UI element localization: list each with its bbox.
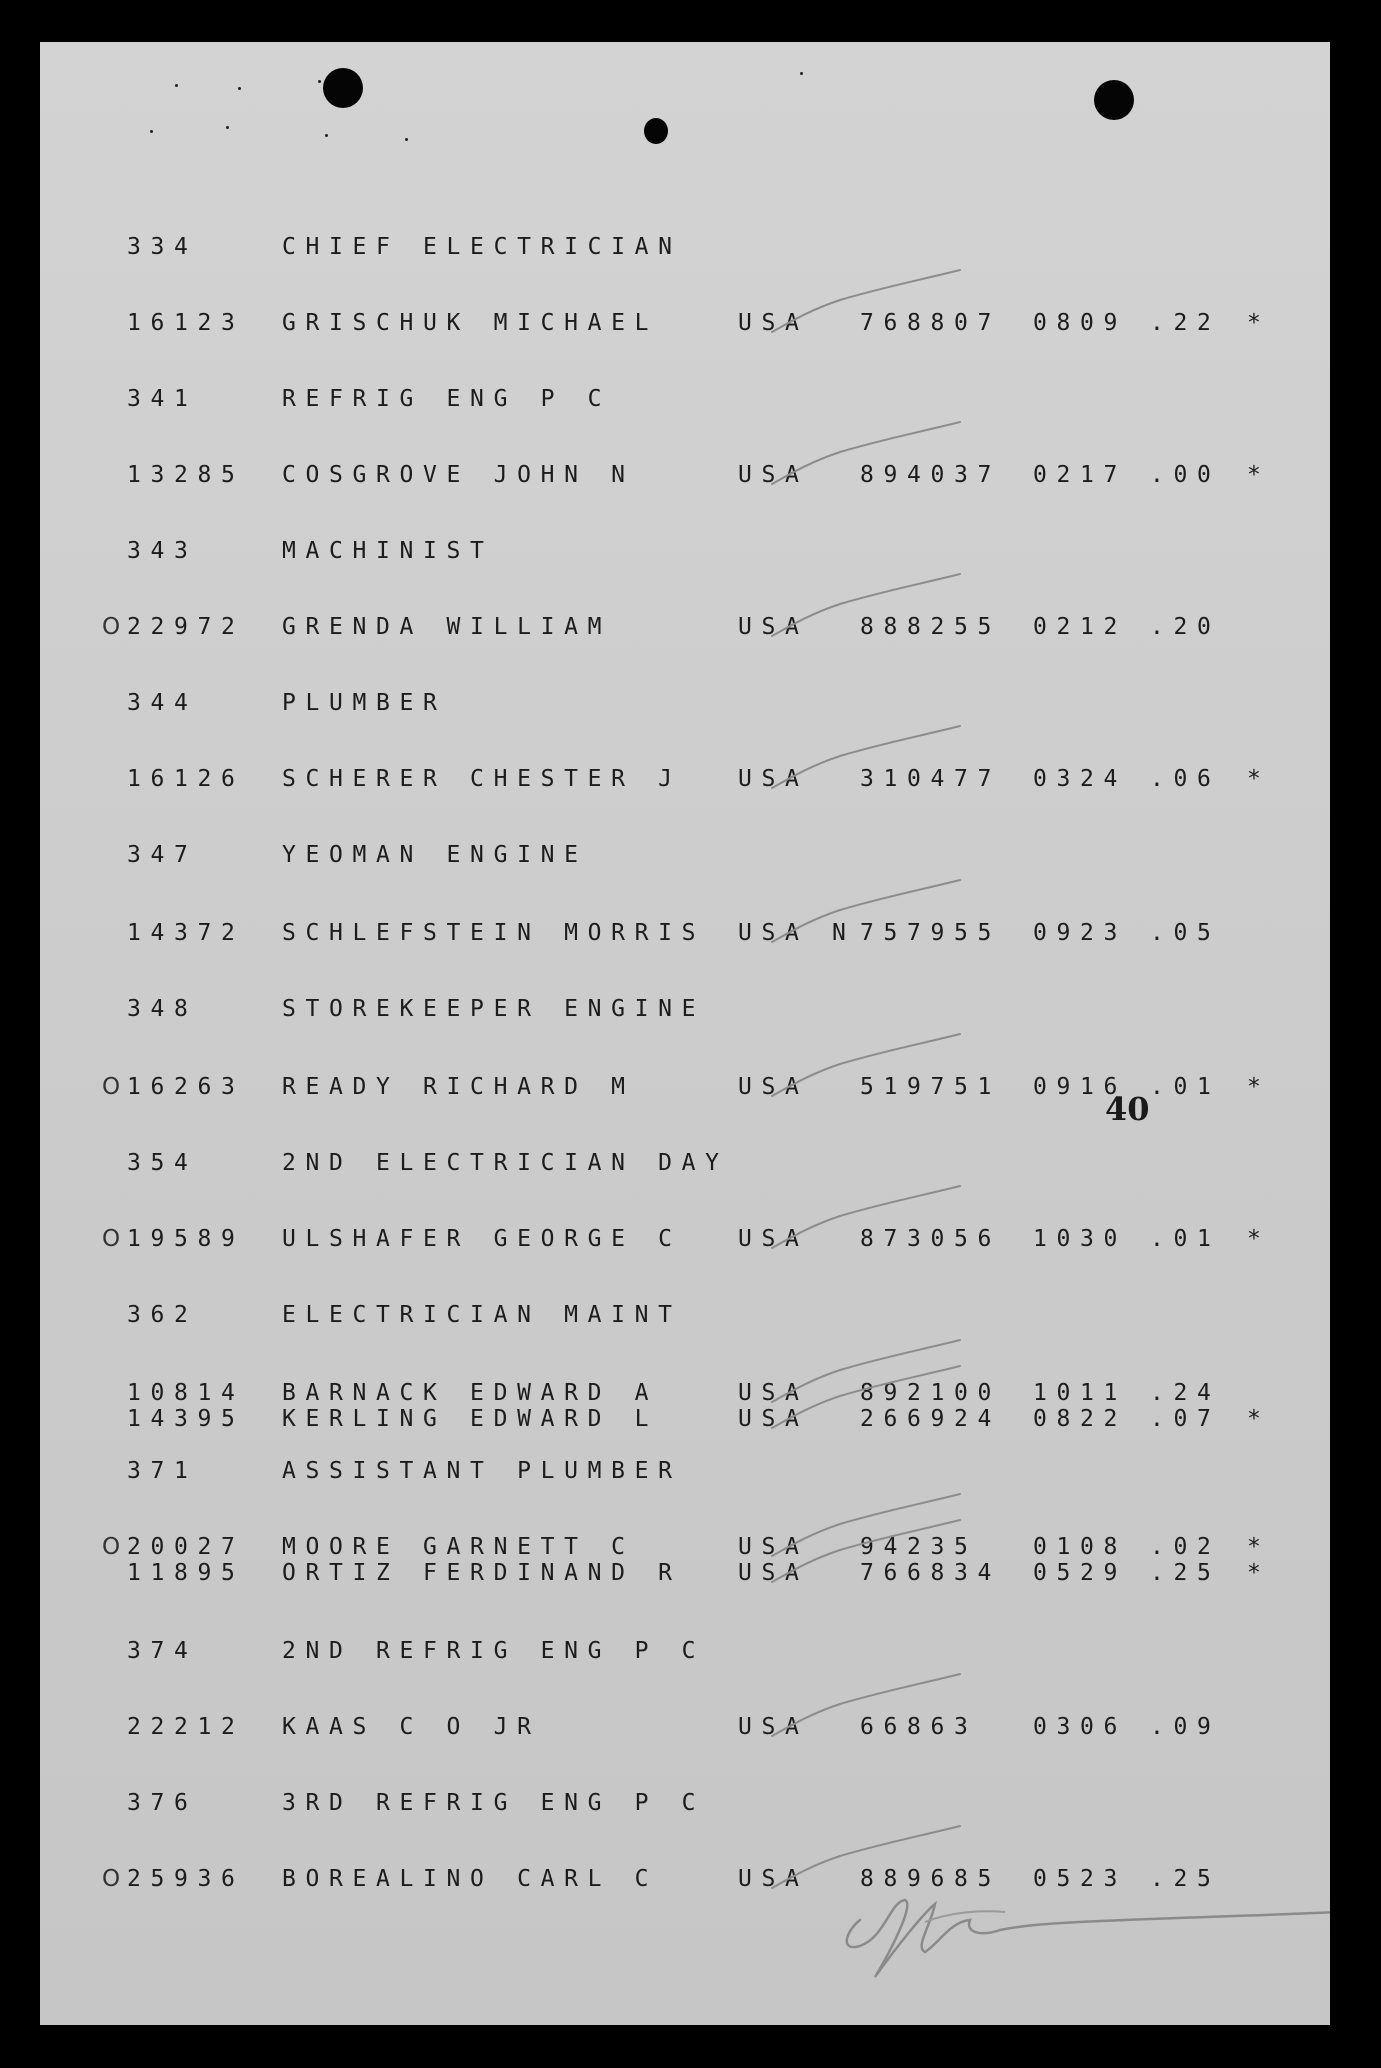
- employee-name: KAAS C O JR: [282, 1714, 541, 1740]
- nationality: USA: [738, 1380, 809, 1406]
- nationality: USA: [738, 1074, 809, 1100]
- nationality: USA: [738, 1534, 809, 1560]
- job-title-row: [40, 1148, 1330, 1178]
- employee-name: ORTIZ FERDINAND R: [282, 1560, 682, 1586]
- employee-number: 19589: [127, 1226, 245, 1252]
- paper-speck: [150, 130, 153, 133]
- job-title: CHIEF ELECTRICIAN: [282, 234, 682, 260]
- id-number: 766834: [860, 1560, 1002, 1586]
- id-number: 519751: [860, 1074, 1002, 1100]
- employee-number: 22972: [127, 614, 245, 640]
- employee-name: READY RICHARD M: [282, 1074, 635, 1100]
- nationality: USA: [738, 1560, 809, 1586]
- crew-member-row: [40, 1558, 1330, 1588]
- job-title-row: [40, 994, 1330, 1024]
- id-number: 94235: [860, 1534, 978, 1560]
- job-title: YEOMAN ENGINE: [282, 842, 588, 868]
- paper-speck: [325, 134, 328, 137]
- crew-member-row: [40, 1712, 1330, 1742]
- id-number: 894037: [860, 462, 1002, 488]
- nationality: USA: [738, 1866, 809, 1892]
- job-title-row: [40, 1300, 1330, 1330]
- paper-speck: [318, 80, 321, 83]
- employee-number: 25936: [127, 1866, 245, 1892]
- value-code: .25: [1150, 1866, 1221, 1892]
- job-title: ELECTRICIAN MAINT: [282, 1302, 682, 1328]
- date-code: 0324: [1033, 766, 1128, 792]
- employee-name: MOORE GARNETT C: [282, 1534, 635, 1560]
- paper-speck: [800, 72, 803, 75]
- value-code: .06: [1150, 766, 1221, 792]
- employee-name: SCHERER CHESTER J: [282, 766, 682, 792]
- id-number: 873056: [860, 1226, 1002, 1252]
- date-code: 0923: [1033, 920, 1128, 946]
- paper-speck: [238, 87, 241, 90]
- value-code: .25: [1150, 1560, 1221, 1586]
- id-number: 310477: [860, 766, 1002, 792]
- id-number: 266924: [860, 1406, 1002, 1432]
- employee-name: KERLING EDWARD L: [282, 1406, 659, 1432]
- date-code: 0822: [1033, 1406, 1128, 1432]
- nationality: USA: [738, 1226, 809, 1252]
- star-mark: *: [1247, 310, 1271, 336]
- star-mark: *: [1247, 1074, 1271, 1100]
- employee-number: 16263: [127, 1074, 245, 1100]
- job-code: 376: [127, 1790, 198, 1816]
- nationality: USA: [738, 1714, 809, 1740]
- id-number: 888255: [860, 614, 1002, 640]
- id-number: 892100: [860, 1380, 1002, 1406]
- job-title-row: [40, 1788, 1330, 1818]
- value-code: .20: [1150, 614, 1221, 640]
- crew-member-row: [40, 1404, 1330, 1434]
- punch-hole: [323, 68, 363, 108]
- employee-number: 14372: [127, 920, 245, 946]
- date-code: 0529: [1033, 1560, 1128, 1586]
- date-code: 0523: [1033, 1866, 1128, 1892]
- star-mark: *: [1247, 1560, 1271, 1586]
- employee-number: 16126: [127, 766, 245, 792]
- value-code: .22: [1150, 310, 1221, 336]
- job-title: 3RD REFRIG ENG P C: [282, 1790, 706, 1816]
- employee-name: GRENDA WILLIAM: [282, 614, 612, 640]
- value-code: .05: [1150, 920, 1221, 946]
- date-code: 0217: [1033, 462, 1128, 488]
- value-code: .01: [1150, 1226, 1221, 1252]
- job-code: 362: [127, 1302, 198, 1328]
- employee-name: SCHLEFSTEIN MORRIS: [282, 920, 706, 946]
- crew-member-row: [40, 612, 1330, 642]
- date-code: 0108: [1033, 1534, 1128, 1560]
- job-code: 344: [127, 690, 198, 716]
- employee-name: BARNACK EDWARD A: [282, 1380, 659, 1406]
- paper-speck: [226, 126, 229, 129]
- job-title: STOREKEEPER ENGINE: [282, 996, 706, 1022]
- star-mark: *: [1247, 1534, 1271, 1560]
- date-code: 0809: [1033, 310, 1128, 336]
- employee-number: 14395: [127, 1406, 245, 1432]
- date-code: 1011: [1033, 1380, 1128, 1406]
- circle-mark: O: [102, 1534, 130, 1560]
- document-page: [40, 42, 1330, 2025]
- job-title-row: [40, 840, 1330, 870]
- page-number: 40: [1105, 1090, 1150, 1128]
- id-number: 66863: [860, 1714, 978, 1740]
- job-title: PLUMBER: [282, 690, 447, 716]
- employee-name: COSGROVE JOHN N: [282, 462, 635, 488]
- value-code: .00: [1150, 462, 1221, 488]
- id-number: 768807: [860, 310, 1002, 336]
- circle-mark: O: [102, 1866, 130, 1892]
- star-mark: *: [1247, 462, 1271, 488]
- job-title-row: [40, 384, 1330, 414]
- crew-member-row: [40, 918, 1330, 948]
- employee-name: ULSHAFER GEORGE C: [282, 1226, 682, 1252]
- id-number: 757955: [860, 920, 1002, 946]
- punch-hole: [1094, 80, 1134, 120]
- employee-number: 13285: [127, 462, 245, 488]
- job-title-row: [40, 1636, 1330, 1666]
- job-code: 341: [127, 386, 198, 412]
- employee-number: 22212: [127, 1714, 245, 1740]
- value-code: .01: [1150, 1074, 1221, 1100]
- nationality: USA: [738, 766, 809, 792]
- employee-name: GRISCHUK MICHAEL: [282, 310, 659, 336]
- value-code: .07: [1150, 1406, 1221, 1432]
- circle-mark: O: [102, 614, 130, 640]
- id-number: 889685: [860, 1866, 1002, 1892]
- handwritten-signature: [830, 1882, 1330, 1992]
- nationality: USA: [738, 462, 809, 488]
- job-title: 2ND ELECTRICIAN DAY: [282, 1150, 729, 1176]
- job-title: ASSISTANT PLUMBER: [282, 1458, 682, 1484]
- value-code: .02: [1150, 1534, 1221, 1560]
- job-title: 2ND REFRIG ENG P C: [282, 1638, 706, 1664]
- paper-speck: [175, 84, 178, 87]
- value-code: .09: [1150, 1714, 1221, 1740]
- paper-speck: [405, 138, 408, 141]
- crew-member-row: [40, 1224, 1330, 1254]
- employee-number: 20027: [127, 1534, 245, 1560]
- job-title-row: [40, 536, 1330, 566]
- nationality: USA: [738, 310, 809, 336]
- employee-number: 10814: [127, 1380, 245, 1406]
- employee-number: 16123: [127, 310, 245, 336]
- crew-member-row: [40, 764, 1330, 794]
- job-code: 348: [127, 996, 198, 1022]
- crew-member-row: [40, 460, 1330, 490]
- date-code: 0212: [1033, 614, 1128, 640]
- job-code: 371: [127, 1458, 198, 1484]
- job-code: 343: [127, 538, 198, 564]
- crew-member-row: [40, 308, 1330, 338]
- job-code: 334: [127, 234, 198, 260]
- job-title: REFRIG ENG P C: [282, 386, 612, 412]
- value-code: .24: [1150, 1380, 1221, 1406]
- job-code: 354: [127, 1150, 198, 1176]
- date-code: 0306: [1033, 1714, 1128, 1740]
- circle-mark: O: [102, 1226, 130, 1252]
- date-code: 0916: [1033, 1074, 1128, 1100]
- circle-mark: O: [102, 1074, 130, 1100]
- star-mark: *: [1247, 1406, 1271, 1432]
- nationality: USA: [738, 1406, 809, 1432]
- nationality: USA: [738, 614, 809, 640]
- nationality: USA N: [738, 920, 856, 946]
- punch-hole: [644, 118, 668, 144]
- employee-number: 11895: [127, 1560, 245, 1586]
- date-code: 1030: [1033, 1226, 1128, 1252]
- employee-name: BOREALINO CARL C: [282, 1866, 659, 1892]
- job-title-row: [40, 1456, 1330, 1486]
- job-title: MACHINIST: [282, 538, 494, 564]
- job-code: 374: [127, 1638, 198, 1664]
- job-title-row: [40, 232, 1330, 262]
- star-mark: *: [1247, 1226, 1271, 1252]
- star-mark: *: [1247, 766, 1271, 792]
- job-title-row: [40, 688, 1330, 718]
- job-code: 347: [127, 842, 198, 868]
